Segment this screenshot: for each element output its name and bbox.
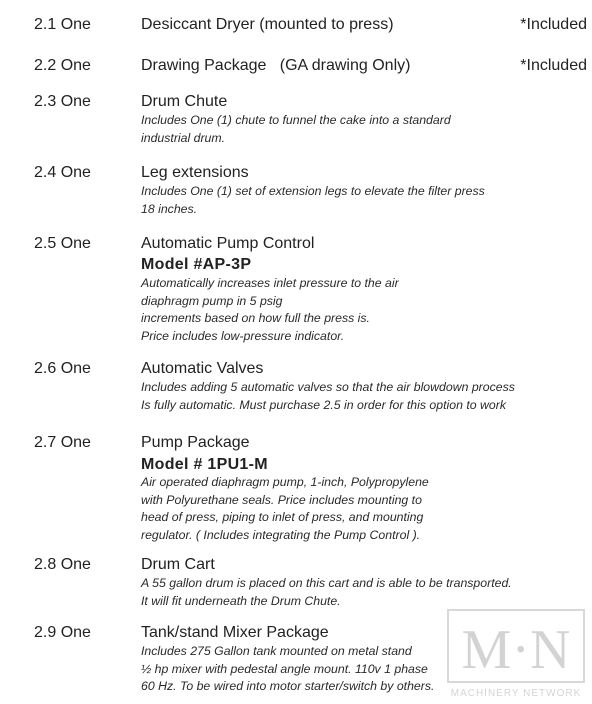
option-title: Drum Cart [141, 556, 215, 573]
included-label: *Included [520, 16, 587, 33]
watermark-logo: M·N [461, 619, 571, 681]
option-model: Model # 1PU1-M [141, 456, 268, 473]
option-description: Includes 275 Gallon tank mounted on metal stand ½ hp mixer with pedestal angle mount. 110v 1 phase 60 Hz. To be wired into motor starter/switch by others. [141, 644, 435, 693]
option-number: 2.7 One [34, 434, 91, 451]
option-title: Desiccant Dryer (mounted to press) [141, 16, 394, 33]
option-number: 2.5 One [34, 235, 91, 252]
option-number: 2.6 One [34, 360, 91, 377]
option-title: Automatic Pump Control [141, 235, 315, 252]
included-label: *Included [520, 57, 587, 74]
option-number: 2.9 One [34, 624, 91, 641]
option-number: 2.4 One [34, 164, 91, 181]
option-title: Drawing Package (GA drawing Only) [141, 57, 411, 74]
option-number: 2.1 One [34, 16, 91, 33]
option-title: Drum Chute [141, 93, 228, 110]
machinery-network-watermark [440, 606, 592, 704]
option-title: Tank/stand Mixer Package [141, 624, 329, 641]
option-description: Air operated diaphragm pump, 1-inch, Polypropylene with Polyurethane seals. Price includes mounting to head of press, piping to inlet of press, and mounting regulator. ( Includes integrating the Pump Control ). [141, 475, 429, 542]
option-description: Includes One (1) set of extension legs to elevate the filter press 18 inches. [141, 184, 485, 216]
option-model: Model #AP-3P [141, 256, 252, 273]
option-number: 2.8 One [34, 556, 91, 573]
option-title: Automatic Valves [141, 360, 264, 377]
option-title: Leg extensions [141, 164, 249, 181]
option-title: Pump Package [141, 434, 250, 451]
option-description: Includes One (1) chute to funnel the cake into a standard industrial drum. [141, 113, 451, 145]
option-number: 2.2 One [34, 57, 91, 74]
option-number: 2.3 One [34, 93, 91, 110]
option-description: A 55 gallon drum is placed on this cart and is able to be transported. It will fit underneath the Drum Chute. [141, 576, 512, 608]
watermark-text: MACHINERY NETWORK [450, 688, 582, 699]
option-description: Automatically increases inlet pressure to the air diaphragm pump in 5 psig increments based on how full the press is. Price includes low-pressure indicator. [141, 276, 399, 343]
option-description: Includes adding 5 automatic valves so that the air blowdown process Is fully automatic. Must purchase 2.5 in order for this option to work [141, 380, 515, 412]
